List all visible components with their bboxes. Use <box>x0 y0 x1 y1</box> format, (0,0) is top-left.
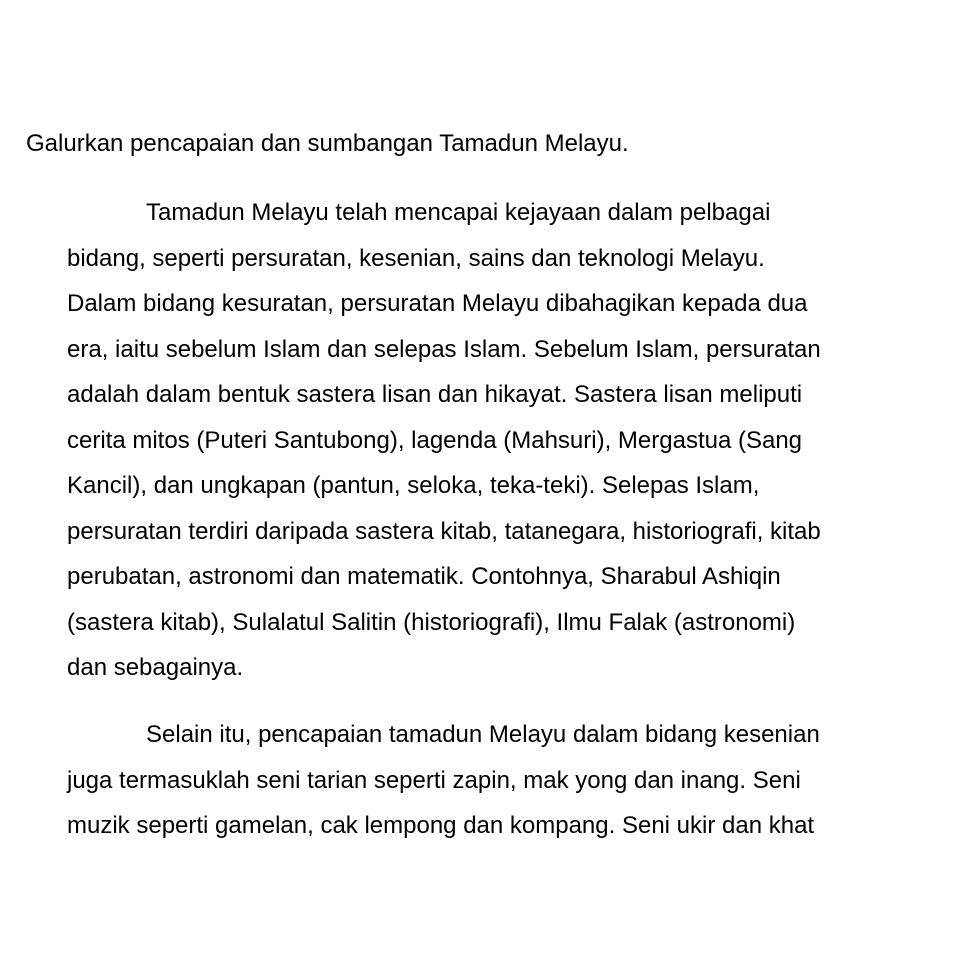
paragraph-line: Selain itu, pencapaian tamadun Melayu dalam bidang kesenian <box>146 721 820 748</box>
paragraph-line: bidang, seperti persuratan, kesenian, sains dan teknologi Melayu. <box>67 244 765 272</box>
paragraph-line: cerita mitos (Puteri Santubong), lagenda (Mahsuri), Mergastua (Sang <box>67 426 803 454</box>
paragraph-line: juga termasuklah seni tarian seperti zapin, mak yong dan inang. Seni <box>67 766 801 794</box>
paragraph-line: perubatan, astronomi dan matematik. Contohnya, Sharabul Ashiqin <box>67 563 781 590</box>
paragraph-line: muzik seperti gamelan, cak lempong dan kompang. Seni ukir dan khat <box>67 812 815 839</box>
paragraph-2 <box>67 712 820 849</box>
paragraph-line: era, iaitu sebelum Islam dan selepas Islam. Sebelum Islam, persuratan <box>67 335 821 363</box>
paragraph-line: Tamadun Melayu telah mencapai kejayaan dalam pelbagai <box>146 199 771 226</box>
paragraph-line: persuratan terdiri daripada sastera kitab, tatanegara, historiografi, kitab <box>67 517 821 545</box>
question-heading: Galurkan pencapaian dan sumbangan Tamadun Melayu. <box>26 130 629 157</box>
paragraph-line: dan sebagainya. <box>67 654 244 681</box>
paragraph-line: adalah dalam bentuk sastera lisan dan hikayat. Sastera lisan meliputi <box>67 381 803 408</box>
paragraph-line: Dalam bidang kesuratan, persuratan Melayu dibahagikan kepada dua <box>67 290 808 317</box>
paragraph-line: (sastera kitab), Sulalatul Salitin (historiografi), Ilmu Falak (astronomi) <box>67 608 796 636</box>
paragraph-line: Kancil), dan ungkapan (pantun, seloka, teka-teki). Selepas Islam, <box>67 472 760 499</box>
paragraph-1 <box>67 190 821 691</box>
